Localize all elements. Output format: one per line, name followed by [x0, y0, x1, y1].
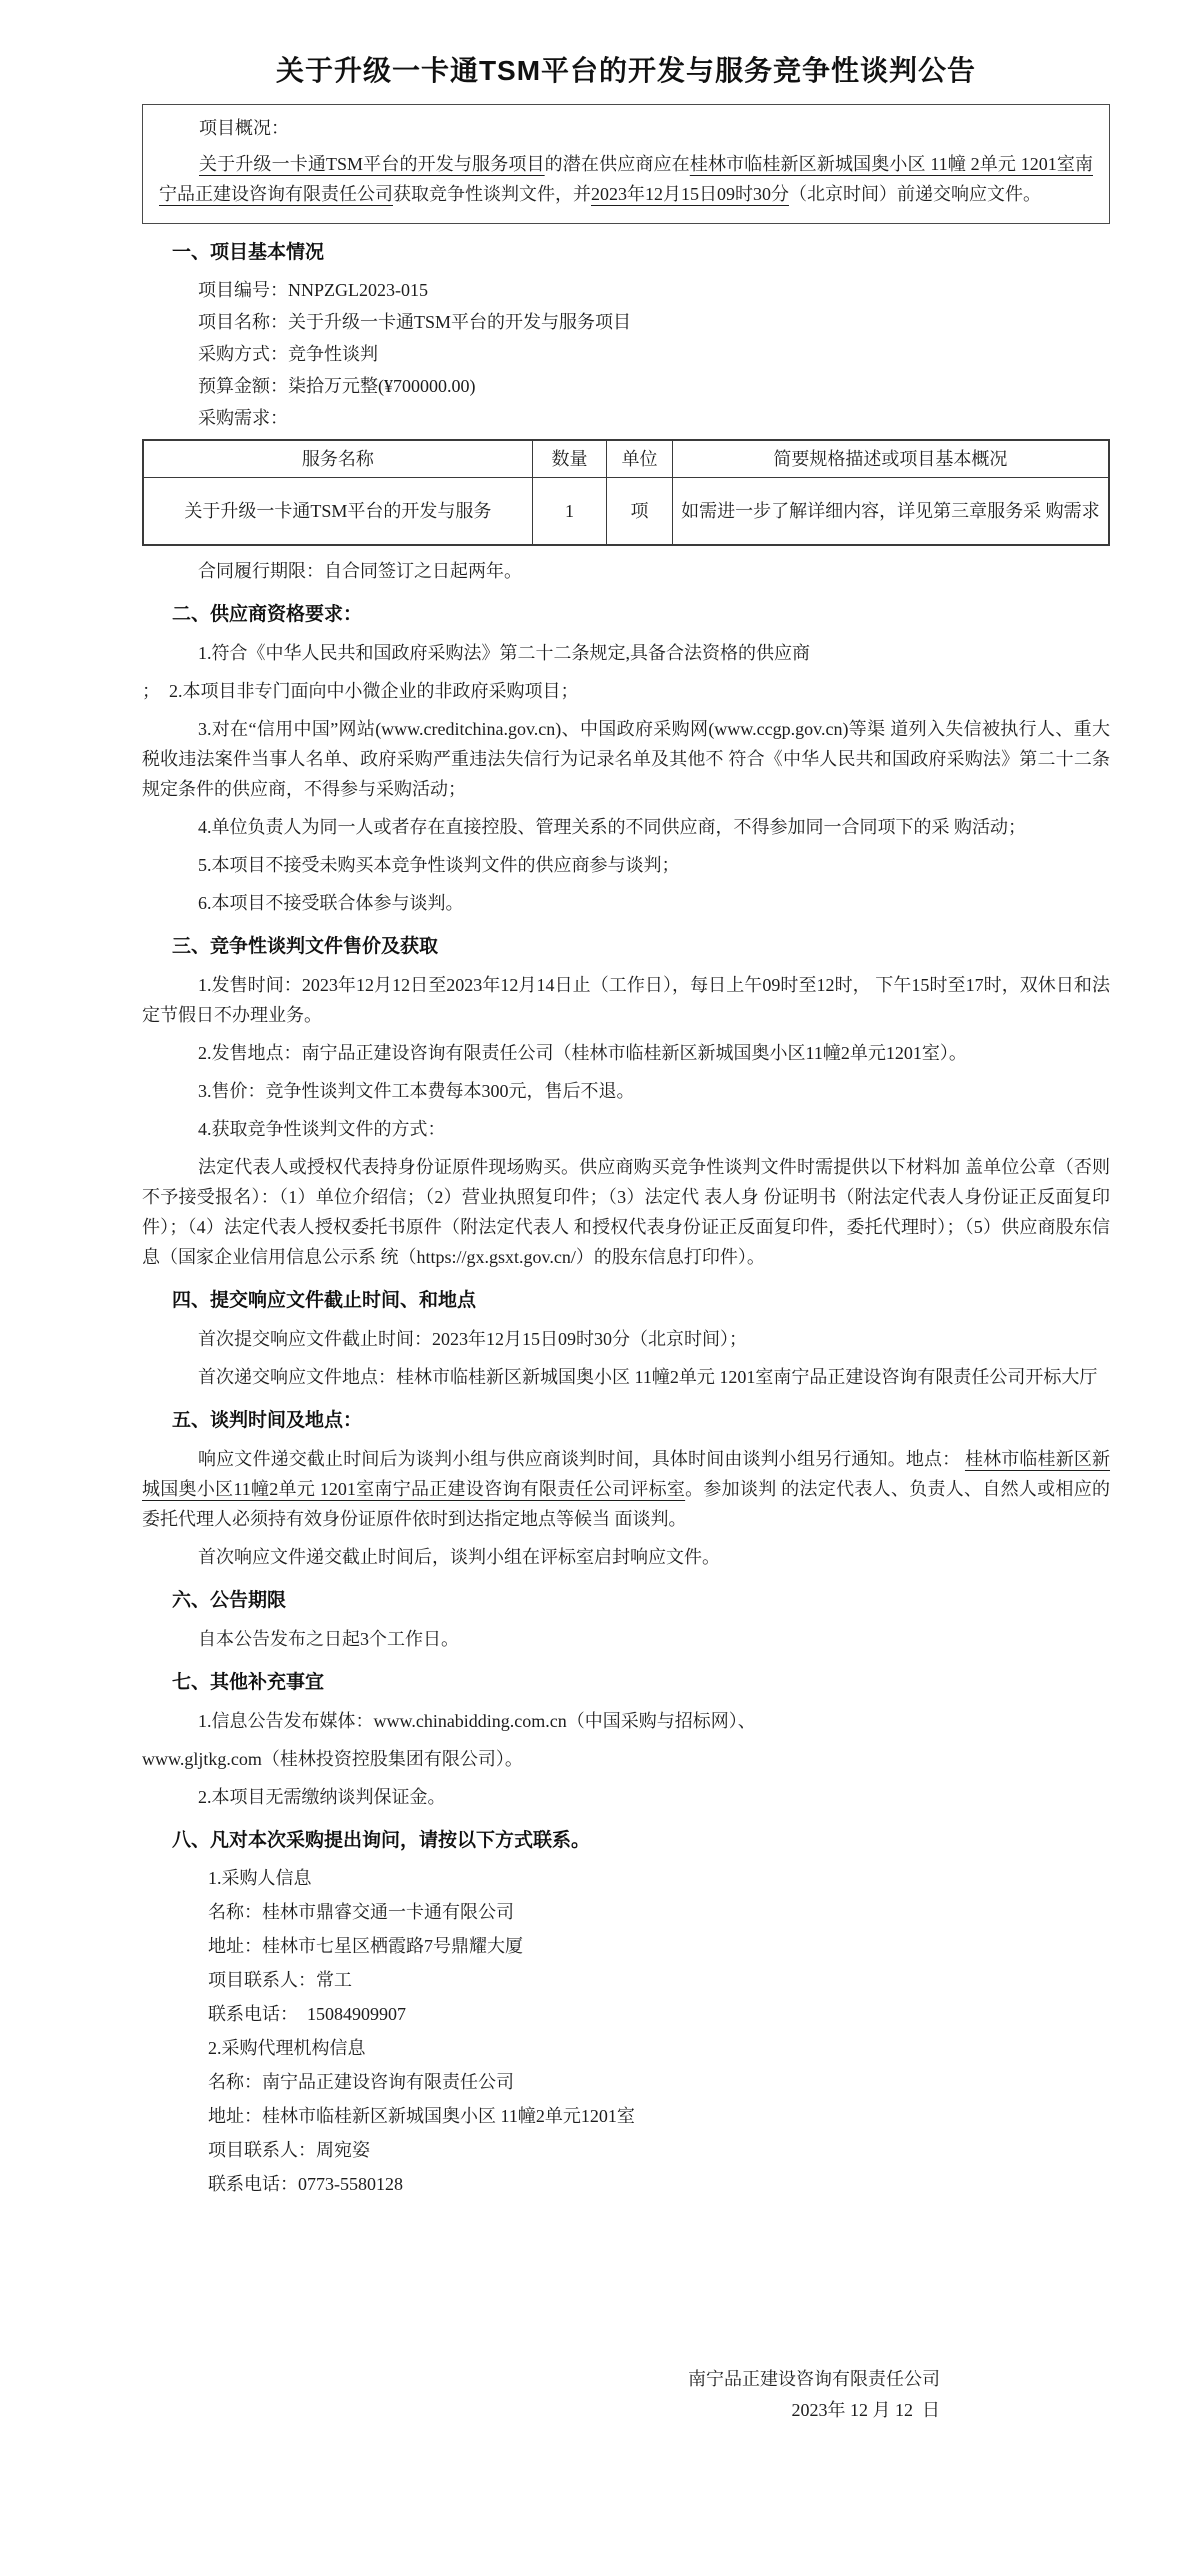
footer-company: 南宁品正建设咨询有限责任公司 [688, 2369, 940, 2389]
budget-amount: 预算金额：柒拾万元整(¥700000.00) [198, 376, 476, 396]
procurement-method: 采购方式：竞争性谈判 [198, 344, 378, 364]
negotiation-text: 响应文件递交截止时间后为谈判小组与供应商谈判时间，具体时间由谈判小组另行通知。地点： [198, 1449, 965, 1469]
qualification-item-1: 1.符合《中华人民共和国政府采购法》第二十二条规定,具备合法资格的供应商 [198, 643, 810, 663]
obtain-method-label: 4.获取竞争性谈判文件的方式： [198, 1119, 446, 1139]
table-header-quantity: 数量 [532, 440, 606, 478]
sale-time: 1.发售时间：2023年12月12日至2023年12月14日止（工作日），每日上午09时至12时， 下午15时至17时，双休日和法定节假日不办理业务。 [142, 975, 1110, 1025]
overview-text: 获取竞争性谈判文件，并 [393, 184, 591, 204]
overview-deadline: 2023年12月15日09时30分 [591, 184, 789, 204]
submission-place: 首次递交响应文件地点：桂林市临桂新区新城国奥小区 11幢2单元 1201室南宁品正建设咨询有限责任公司开标大厅 [198, 1367, 1098, 1387]
negotiation-text: 。参加谈判 的法定代表人、负责人、自然人或相应的委托代理人必须持有效身份证原件依时到达指定地点等候当 面谈判。 [142, 1479, 1110, 1529]
unseal-note: 首次响应文件递交截止时间后，谈判小组在评标室启封响应文件。 [198, 1547, 720, 1567]
announcement-period: 自本公告发布之日起3个工作日。 [198, 1629, 459, 1649]
section-announcement-period [142, 1586, 1110, 1654]
agency-address: 地址：桂林市临桂新区新城国奥小区 11幢2单元1201室 [208, 2106, 635, 2126]
procurement-table [142, 439, 1110, 546]
purchaser-contact-person: 项目联系人：常工 [208, 1970, 352, 1990]
footer-date: 2023年 12 月 12 日 [791, 2400, 940, 2420]
purchaser-info-label: 1.采购人信息 [208, 1868, 312, 1888]
table-cell-description: 如需进一步了解详细内容，详见第三章服务采 购需求 [672, 478, 1109, 546]
overview-project-name: 关于升级一卡通TSM平台的开发与服务项目 [199, 154, 545, 174]
section-other-matters [142, 1668, 1110, 1812]
qualification-item-4: 4.单位负责人为同一人或者存在直接控股、管理关系的不同供应商，不得参加同一合同项下的采 购活动； [198, 817, 1026, 837]
qualification-item-6: 6.本项目不接受联合体参与谈判。 [198, 893, 464, 913]
qualification-item-3: 3.对在“信用中国”网站(www.creditchina.gov.cn)、中国政府采购网(www.ccgp.gov.cn)等渠 道列入失信被执行人、重大税收违法案件当事人名单、政府采购严重违法失信行为记录名单及其他不 符合《中华人民共和国政府采购法》第二十二条规定条件的供应商，不得参与采购活动； [142, 719, 1110, 799]
purchaser-address: 地址：桂林市七星区栖霞路7号鼎耀大厦 [208, 1936, 523, 1956]
project-number: 项目编号：NNPZGL2023-015 [198, 280, 428, 300]
section-negotiation-time-place [142, 1406, 1110, 1572]
project-overview-box [142, 104, 1110, 224]
table-row [143, 478, 1109, 546]
section-heading: 一、项目基本情况 [172, 242, 325, 263]
negotiation-arrangement [142, 1444, 1110, 1534]
sale-price: 3.售价：竞争性谈判文件工本费每本300元，售后不退。 [198, 1081, 635, 1101]
contract-period: 合同履行期限：自合同签订之日起两年。 [198, 561, 522, 581]
qualification-item-5: 5.本项目不接受未购买本竞争性谈判文件的供应商参与谈判； [198, 855, 680, 875]
qualification-item-2: ； 2.本项目非专门面向中小微企业的非政府采购项目； [142, 681, 579, 701]
section-heading: 八、凡对本次采购提出询问，请按以下方式联系。 [172, 1830, 591, 1851]
overview-agency-address: 桂林市临桂新区新城国奥小区 11幢 2单元 1201室南宁品正建设咨询有限责任公司 [159, 154, 1093, 204]
section-submission-deadline [142, 1286, 1110, 1392]
table-header-service-name: 服务名称 [143, 440, 532, 478]
table-header-unit: 单位 [607, 440, 673, 478]
overview-text: （北京时间）前递交响应文件。 [789, 184, 1041, 204]
publish-media-continued: www.gljtkg.com（桂林投资控股集团有限公司）。 [142, 1749, 523, 1769]
overview-paragraph [159, 149, 1093, 209]
no-deposit-note: 2.本项目无需缴纳谈判保证金。 [198, 1787, 446, 1807]
purchaser-name: 名称：桂林市鼎睿交通一卡通有限公司 [208, 1902, 514, 1922]
table-header-row [143, 440, 1109, 478]
table-cell-service-name: 关于升级一卡通TSM平台的开发与服务 [143, 478, 532, 546]
obtain-method-detail: 法定代表人或授权代表持身份证原件现场购买。供应商购买竞争性谈判文件时需提供以下材料加 盖单位公章（否则不予接受报名）：（1）单位介绍信；（2）营业执照复印件；（3）法定代 表人身 份证明书（附法定代表人身份证正反面复印件）；（4）法定代表人授权委托书原件（附法定代表人 和授权代表身份证正反面复印件，委托代理时）；（5）供应商股东信息（国家企业信用信息公示系 统（https://gx.gsxt.gov.cn/）的股东信息打印件）。 [142, 1157, 1110, 1267]
signature-block [142, 2364, 1110, 2426]
section-heading: 五、谈判时间及地点： [172, 1410, 363, 1431]
agency-contact-person: 项目联系人：周宛姿 [208, 2140, 370, 2160]
section-document-sale [142, 932, 1110, 1272]
procurement-demand-label: 采购需求： [198, 408, 288, 428]
table-header-description: 简要规格描述或项目基本概况 [672, 440, 1109, 478]
agency-info-label: 2.采购代理机构信息 [208, 2038, 366, 2058]
agency-phone: 联系电话：0773-5580128 [208, 2174, 403, 2194]
purchaser-phone: 联系电话： 15084909907 [208, 2004, 406, 2024]
section-contact [142, 1826, 1110, 2199]
negotiation-place: 桂林市临桂新区新城国奥小区11幢2单元 1201室南宁品正建设咨询有限责任公司评标室 [142, 1449, 1111, 1499]
section-heading: 六、公告期限 [172, 1590, 287, 1611]
sale-place: 2.发售地点：南宁品正建设咨询有限责任公司（桂林市临桂新区新城国奥小区11幢2单元1201室）。 [198, 1043, 967, 1063]
section-heading: 七、其他补充事宜 [172, 1672, 325, 1693]
project-name: 项目名称：关于升级一卡通TSM平台的开发与服务项目 [198, 312, 632, 332]
submission-deadline: 首次提交响应文件截止时间：2023年12月15日09时30分（北京时间）； [198, 1329, 747, 1349]
overview-label: 项目概况： [199, 118, 289, 138]
agency-name: 名称：南宁品正建设咨询有限责任公司 [208, 2072, 514, 2092]
section-heading: 四、提交响应文件截止时间、和地点 [172, 1290, 477, 1311]
section-heading: 二、供应商资格要求： [172, 604, 363, 625]
page-title: 关于升级一卡通TSM平台的开发与服务竞争性谈判公告 [275, 55, 977, 86]
overview-text: 的潜在供应商应在 [544, 154, 690, 174]
table-cell-quantity: 1 [532, 478, 606, 546]
section-basic-info [142, 238, 1110, 586]
publish-media: 1.信息公告发布媒体：www.chinabidding.com.cn（中国采购与招标网）、 [198, 1711, 756, 1731]
section-heading: 三、竞争性谈判文件售价及获取 [172, 936, 439, 957]
table-cell-unit: 项 [607, 478, 673, 546]
section-supplier-qualification [142, 600, 1110, 918]
